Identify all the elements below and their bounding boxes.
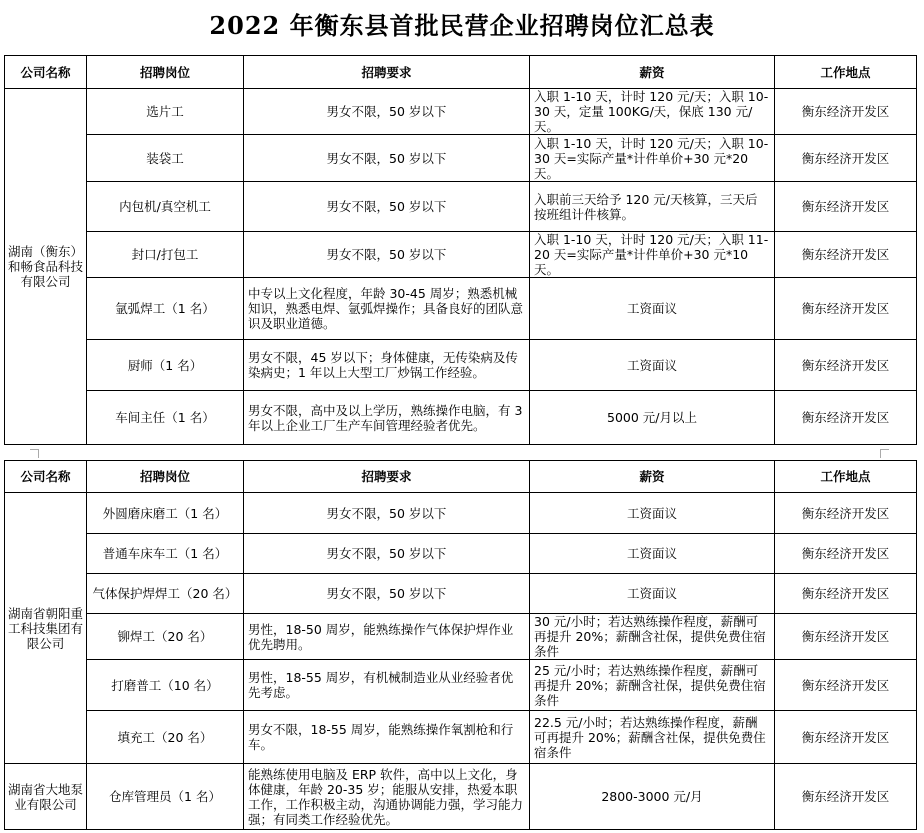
salary: 工资面议 [530,534,775,574]
position: 打磨普工（10 名） [87,660,244,711]
salary: 入职 1-10 天，计时 120 元/天；入职 10-30 天=实际产量*计件单价+30 元*20 天。 [530,135,775,182]
position: 选片工 [87,89,244,135]
salary: 入职 1-10 天，计时 120 元/天；入职 10-30 天，定量 100KG/天，保底 130 元/天。 [530,89,775,135]
table-row [5,574,917,614]
table-header-row [5,461,917,493]
salary: 5000 元/月以上 [530,391,775,445]
salary: 工资面议 [530,493,775,534]
salary: 工资面议 [530,278,775,340]
location: 衡东经济开发区 [775,534,917,574]
salary: 工资面议 [530,574,775,614]
page-title: 2022 年衡东县首批民营企业招聘岗位汇总表 [209,11,715,40]
table-row [5,534,917,574]
requirement: 男女不限，50 岁以下 [244,493,530,534]
location: 衡东经济开发区 [775,135,917,182]
requirement: 男女不限，50 岁以下 [244,182,530,232]
position: 外圆磨床磨工（1 名） [87,493,244,534]
table-row [5,182,917,232]
table-row [5,278,917,340]
location: 衡东经济开发区 [775,232,917,278]
header-requirement: 招聘要求 [244,461,530,493]
position: 装袋工 [87,135,244,182]
table-row [5,711,917,764]
position: 厨师（1 名） [87,340,244,391]
company-name: 湖南省朝阳重工科技集团有限公司 [5,493,87,764]
table-row [5,764,917,830]
table-row [5,660,917,711]
table-row [5,232,917,278]
requirement: 男女不限，50 岁以下 [244,534,530,574]
salary: 25 元/小时；若达熟练操作程度，薪酬可再提升 20%；薪酬含社保，提供免费住宿条件 [530,660,775,711]
position: 车间主任（1 名） [87,391,244,445]
location: 衡东经济开发区 [775,764,917,830]
requirement: 男女不限，50 岁以下 [244,135,530,182]
table-row [5,89,917,135]
position: 铆焊工（20 名） [87,614,244,660]
recruitment-table-2 [4,460,917,830]
location: 衡东经济开发区 [775,614,917,660]
header-location: 工作地点 [775,56,917,89]
position: 仓库管理员（1 名） [87,764,244,830]
salary: 2800-3000 元/月 [530,764,775,830]
requirement: 男女不限，50 岁以下 [244,89,530,135]
position: 普通车床车工（1 名） [87,534,244,574]
requirement: 男女不限，50 岁以下 [244,574,530,614]
table-row [5,391,917,445]
salary: 工资面议 [530,340,775,391]
position: 气体保护焊焊工（20 名） [87,574,244,614]
requirement: 中专以上文化程度，年龄 30-45 周岁；熟悉机械知识，熟悉电焊、氩弧焊操作；具备良好的团队意识及职业道德。 [244,278,530,340]
header-position: 招聘岗位 [87,56,244,89]
header-requirement: 招聘要求 [244,56,530,89]
requirement: 男性，18-50 周岁，能熟练操作气体保护焊作业优先聘用。 [244,614,530,660]
table-row [5,614,917,660]
table-row [5,493,917,534]
location: 衡东经济开发区 [775,391,917,445]
salary: 入职 1-10 天，计时 120 元/天；入职 11-20 天=实际产量*计件单价+30 元*10 天。 [530,232,775,278]
requirement: 男性，18-55 周岁，有机械制造业从业经验者优先考虑。 [244,660,530,711]
location: 衡东经济开发区 [775,660,917,711]
salary: 22.5 元/小时；若达熟练操作程度，薪酬可再提升 20%；薪酬含社保，提供免费住宿条件 [530,711,775,764]
requirement: 男女不限，45 岁以下；身体健康，无传染病及传染病史；1 年以上大型工厂炒锅工作经验。 [244,340,530,391]
company-name: 湖南（衡东）和畅食品科技有限公司 [5,89,87,445]
salary: 30 元/小时；若达熟练操作程度，薪酬可再提升 20%；薪酬含社保，提供免费住宿条件 [530,614,775,660]
location: 衡东经济开发区 [775,89,917,135]
location: 衡东经济开发区 [775,711,917,764]
location: 衡东经济开发区 [775,493,917,534]
header-company: 公司名称 [5,56,87,89]
recruitment-table-1 [4,55,917,445]
position: 内包机/真空机工 [87,182,244,232]
location: 衡东经济开发区 [775,182,917,232]
position: 填充工（20 名） [87,711,244,764]
page-corner-mark [880,449,889,458]
header-location: 工作地点 [775,461,917,493]
requirement: 能熟练使用电脑及 ERP 软件，高中以上文化，身体健康，年龄 20-35 岁；能服从安排，热爱本职工作，工作积极主动，沟通协调能力强，学习能力强；有同类工作经验优先。 [244,764,530,830]
salary: 入职前三天给予 120 元/天核算，三天后按班组计件核算。 [530,182,775,232]
header-position: 招聘岗位 [87,461,244,493]
header-salary: 薪资 [530,56,775,89]
location: 衡东经济开发区 [775,574,917,614]
table-header-row [5,56,917,89]
position: 氩弧焊工（1 名） [87,278,244,340]
requirement: 男女不限，高中及以上学历，熟练操作电脑，有 3 年以上企业工厂生产车间管理经验者优先。 [244,391,530,445]
requirement: 男女不限，18-55 周岁，能熟练操作氧割枪和行车。 [244,711,530,764]
location: 衡东经济开发区 [775,340,917,391]
company-name: 湖南省大地泵业有限公司 [5,764,87,830]
location: 衡东经济开发区 [775,278,917,340]
table-row [5,135,917,182]
requirement: 男女不限，50 岁以下 [244,232,530,278]
header-salary: 薪资 [530,461,775,493]
table-row [5,340,917,391]
header-company: 公司名称 [5,461,87,493]
page-corner-mark [30,449,39,458]
position: 封口/打包工 [87,232,244,278]
